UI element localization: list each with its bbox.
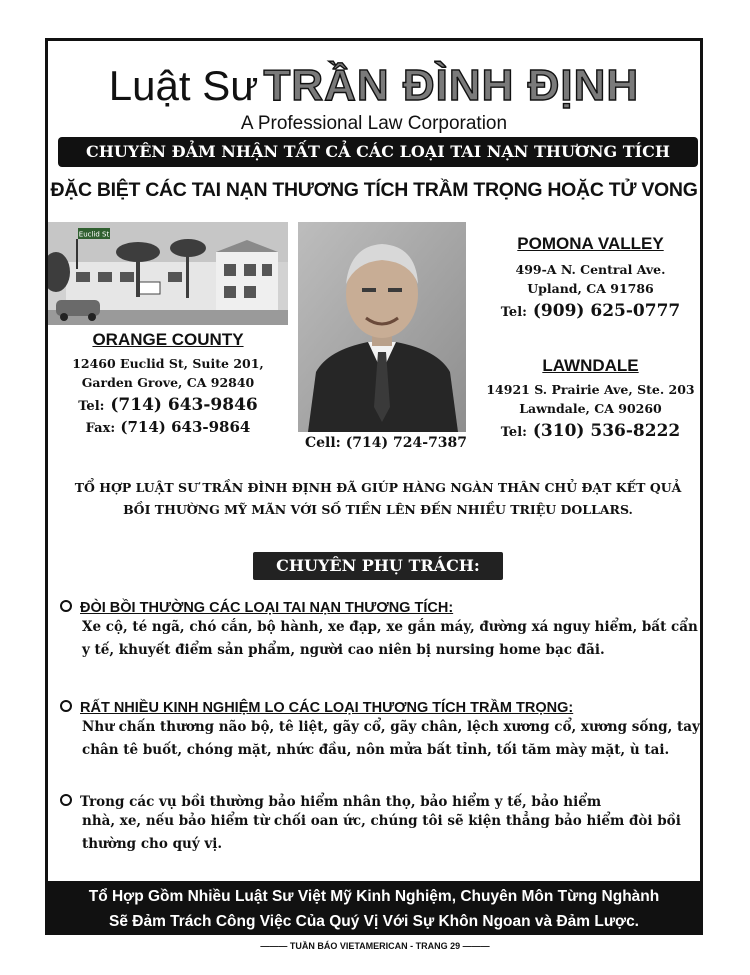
closing-banner xyxy=(48,881,700,935)
office-address-2: Lawndale, CA 90260 xyxy=(519,401,662,416)
office-address-2: Garden Grove, CA 92840 xyxy=(81,375,255,390)
attorney-portrait xyxy=(298,222,466,432)
office-lawndale xyxy=(478,356,703,441)
title-name: TRẦN ĐÌNH ĐỊNH xyxy=(263,61,640,110)
closing-line-2: Sẽ Đảm Trách Công Việc Của Quý Vị Với Sự Khôn Ngoan và Đảm Lược. xyxy=(109,913,639,930)
bullet-heading: ĐÒI BỒI THƯỜNG CÁC LOẠI TAI NẠN THƯƠNG TÍCH: xyxy=(80,600,454,616)
tel-label: Tel: xyxy=(78,399,105,414)
summary-line-1: TỔ HỢP LUẬT SƯ TRẦN ĐÌNH ĐỊNH ĐÃ GIÚP HÀNG NGÀN THÂN CHỦ ĐẠT KẾT QUẢ xyxy=(74,480,682,495)
tel-number[interactable]: (310) 536-8222 xyxy=(532,421,681,441)
office-address-2: Upland, CA 91786 xyxy=(527,281,654,296)
office-address-1: 12460 Euclid St, Suite 201, xyxy=(72,356,264,371)
cell-phone xyxy=(296,435,476,451)
office-name: ORANGE COUNTY xyxy=(92,330,244,349)
bullet-body: nhà, xe, nếu bảo hiểm từ chối oan ức, chúng tôi sẽ kiện thẳng bảo hiểm đòi bồi thường cho quý vị. xyxy=(82,813,681,852)
bullet-item-1 xyxy=(60,597,700,662)
tel-label: Tel: xyxy=(500,305,527,320)
office-building-photo xyxy=(48,222,288,325)
office-name: POMONA VALLEY xyxy=(517,234,664,253)
page-footer: ——— TUẦN BÁO VIETAMERICAN - TRANG 29 ——— xyxy=(260,941,490,951)
street-sign-text: Euclid St xyxy=(78,230,110,239)
office-pomona-valley xyxy=(478,234,703,321)
fax-label: Fax: xyxy=(85,421,116,436)
bullet-body: Như chấn thương não bộ, tê liệt, gãy cổ, gãy chân, lệch xương cổ, xương sống, tay chân tê buốt, chóng mặt, nhức đầu, nôn mửa bất tỉnh, tối tăm mày mặt, ù tai. xyxy=(82,719,700,758)
closing-line-1: Tổ Hợp Gồm Nhiều Luật Sư Việt Mỹ Kinh Nghiệm, Chuyên Môn Từng Nghành xyxy=(88,888,660,905)
tel-number[interactable]: (714) 643-9846 xyxy=(110,395,258,415)
bullet-icon xyxy=(60,600,72,612)
cell-number[interactable]: (714) 724-7387 xyxy=(345,435,468,451)
tel-label: Tel: xyxy=(500,425,527,440)
building-illustration xyxy=(48,222,288,325)
bullet-item-2 xyxy=(60,697,700,762)
cell-label: Cell: xyxy=(304,435,341,451)
specialty-banner: CHUYÊN ĐẢM NHẬN TẤT CẢ CÁC LOẠI TAI NẠN THƯƠNG TÍCH xyxy=(58,137,698,167)
bullet-lead: Trong các vụ bồi thường bảo hiểm nhân thọ, bảo hiểm y tế, bảo hiểm xyxy=(80,794,602,810)
portrait-illustration xyxy=(298,222,466,432)
office-orange-county xyxy=(48,330,288,436)
fax-number: (714) 643-9864 xyxy=(120,418,251,436)
office-address-1: 499-A N. Central Ave. xyxy=(515,262,666,277)
tel-number[interactable]: (909) 625-0777 xyxy=(532,301,681,321)
subtitle: A Professional Law Corporation xyxy=(240,113,508,134)
bullet-heading: RẤT NHIỀU KINH NGHIỆM LO CÁC LOẠI THƯƠNG TÍCH TRẦM TRỌNG: xyxy=(80,700,574,716)
footer-text: TUẦN BÁO VIETAMERICAN - TRANG 29 xyxy=(289,941,461,951)
bullet-item-3 xyxy=(60,791,700,856)
title-prefix: Luật Sư xyxy=(108,62,259,109)
summary-text xyxy=(58,477,698,521)
section-title: CHUYÊN PHỤ TRÁCH: xyxy=(253,552,503,580)
summary-line-2: BỒI THƯỜNG MỸ MÃN VỚI SỐ TIỀN LÊN ĐẾN NHIỀU TRIỆU DOLLARS. xyxy=(123,502,633,517)
bullet-icon xyxy=(60,700,72,712)
ad-frame xyxy=(45,38,703,935)
office-address-1: 14921 S. Prairie Ave, Ste. 203 xyxy=(486,382,695,397)
bullet-icon xyxy=(60,794,72,806)
office-name: LAWNDALE xyxy=(542,356,639,375)
bullet-body: Xe cộ, té ngã, chó cắn, bộ hành, xe đạp, xe gắn máy, đường xá nguy hiểm, bất cẩn y tế, khuyết điểm sản phẩm, người cao niên bị nursing home bạc đãi. xyxy=(82,619,698,658)
headline: ĐẶC BIỆT CÁC TAI NẠN THƯƠNG TÍCH TRẦM TRỌNG HOẶC TỬ VONG xyxy=(50,179,698,201)
page-title xyxy=(48,61,700,111)
